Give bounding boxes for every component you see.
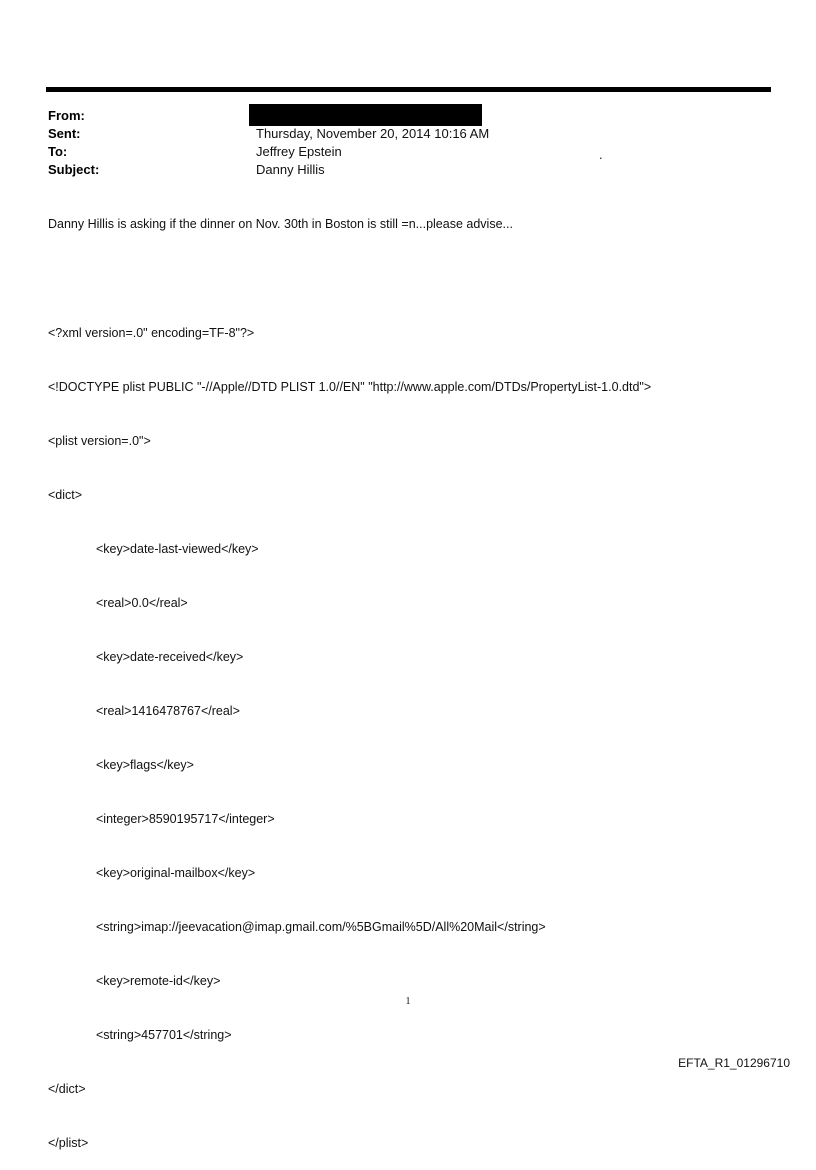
plist-entry-line: <key>date-received</key>: [96, 650, 244, 664]
from-redaction: [249, 104, 482, 126]
plist-entry-line: <string>457701</string>: [96, 1028, 232, 1042]
page-number: 1: [405, 996, 411, 1007]
plist-entry-line: <integer>8590195717</integer>: [96, 812, 275, 826]
plist-entry-line: <key>remote-id</key>: [96, 974, 221, 988]
dict-open-line: <dict>: [48, 488, 83, 502]
plist-entry-line: <real>1416478767</real>: [96, 704, 240, 718]
subject-value: Danny Hillis: [256, 162, 325, 177]
subject-label: Subject:: [48, 162, 100, 177]
xml-declaration-line: <?xml version=.0" encoding=TF-8"?>: [48, 326, 255, 340]
plist-open-line: <plist version=.0">: [48, 434, 151, 448]
to-label: To:: [48, 144, 68, 159]
sent-value: Thursday, November 20, 2014 10:16 AM: [256, 126, 490, 141]
from-label: From:: [48, 108, 85, 123]
plist-entry-line: <key>original-mailbox</key>: [96, 866, 256, 880]
document-id: EFTA_R1_01296710: [678, 1056, 790, 1070]
plist-close-line: </plist>: [48, 1136, 89, 1150]
to-value: Jeffrey Epstein: [256, 144, 342, 159]
plist-entry-line: <key>date-last-viewed</key>: [96, 542, 259, 556]
header-rule: [46, 87, 771, 92]
message-body: Danny Hillis is asking if the dinner on Nov. 30th in Boston is still =n...please advise...: [48, 217, 513, 231]
plist-entry-line: <string>imap://jeevacation@imap.gmail.com/%5BGmail%5D/All%20Mail</string>: [96, 920, 546, 934]
doctype-line: <!DOCTYPE plist PUBLIC "-//Apple//DTD PLIST 1.0//EN" "http://www.apple.com/DTDs/PropertyList-1.0.dtd">: [48, 380, 652, 394]
plist-entry-line: <key>flags</key>: [96, 758, 194, 772]
dict-close-line: </dict>: [48, 1082, 86, 1096]
sent-label: Sent:: [48, 126, 81, 141]
plist-entry-line: <real>0.0</real>: [96, 596, 188, 610]
plist-attachment: [48, 288, 651, 1170]
to-trailing-mark: .: [599, 147, 603, 162]
